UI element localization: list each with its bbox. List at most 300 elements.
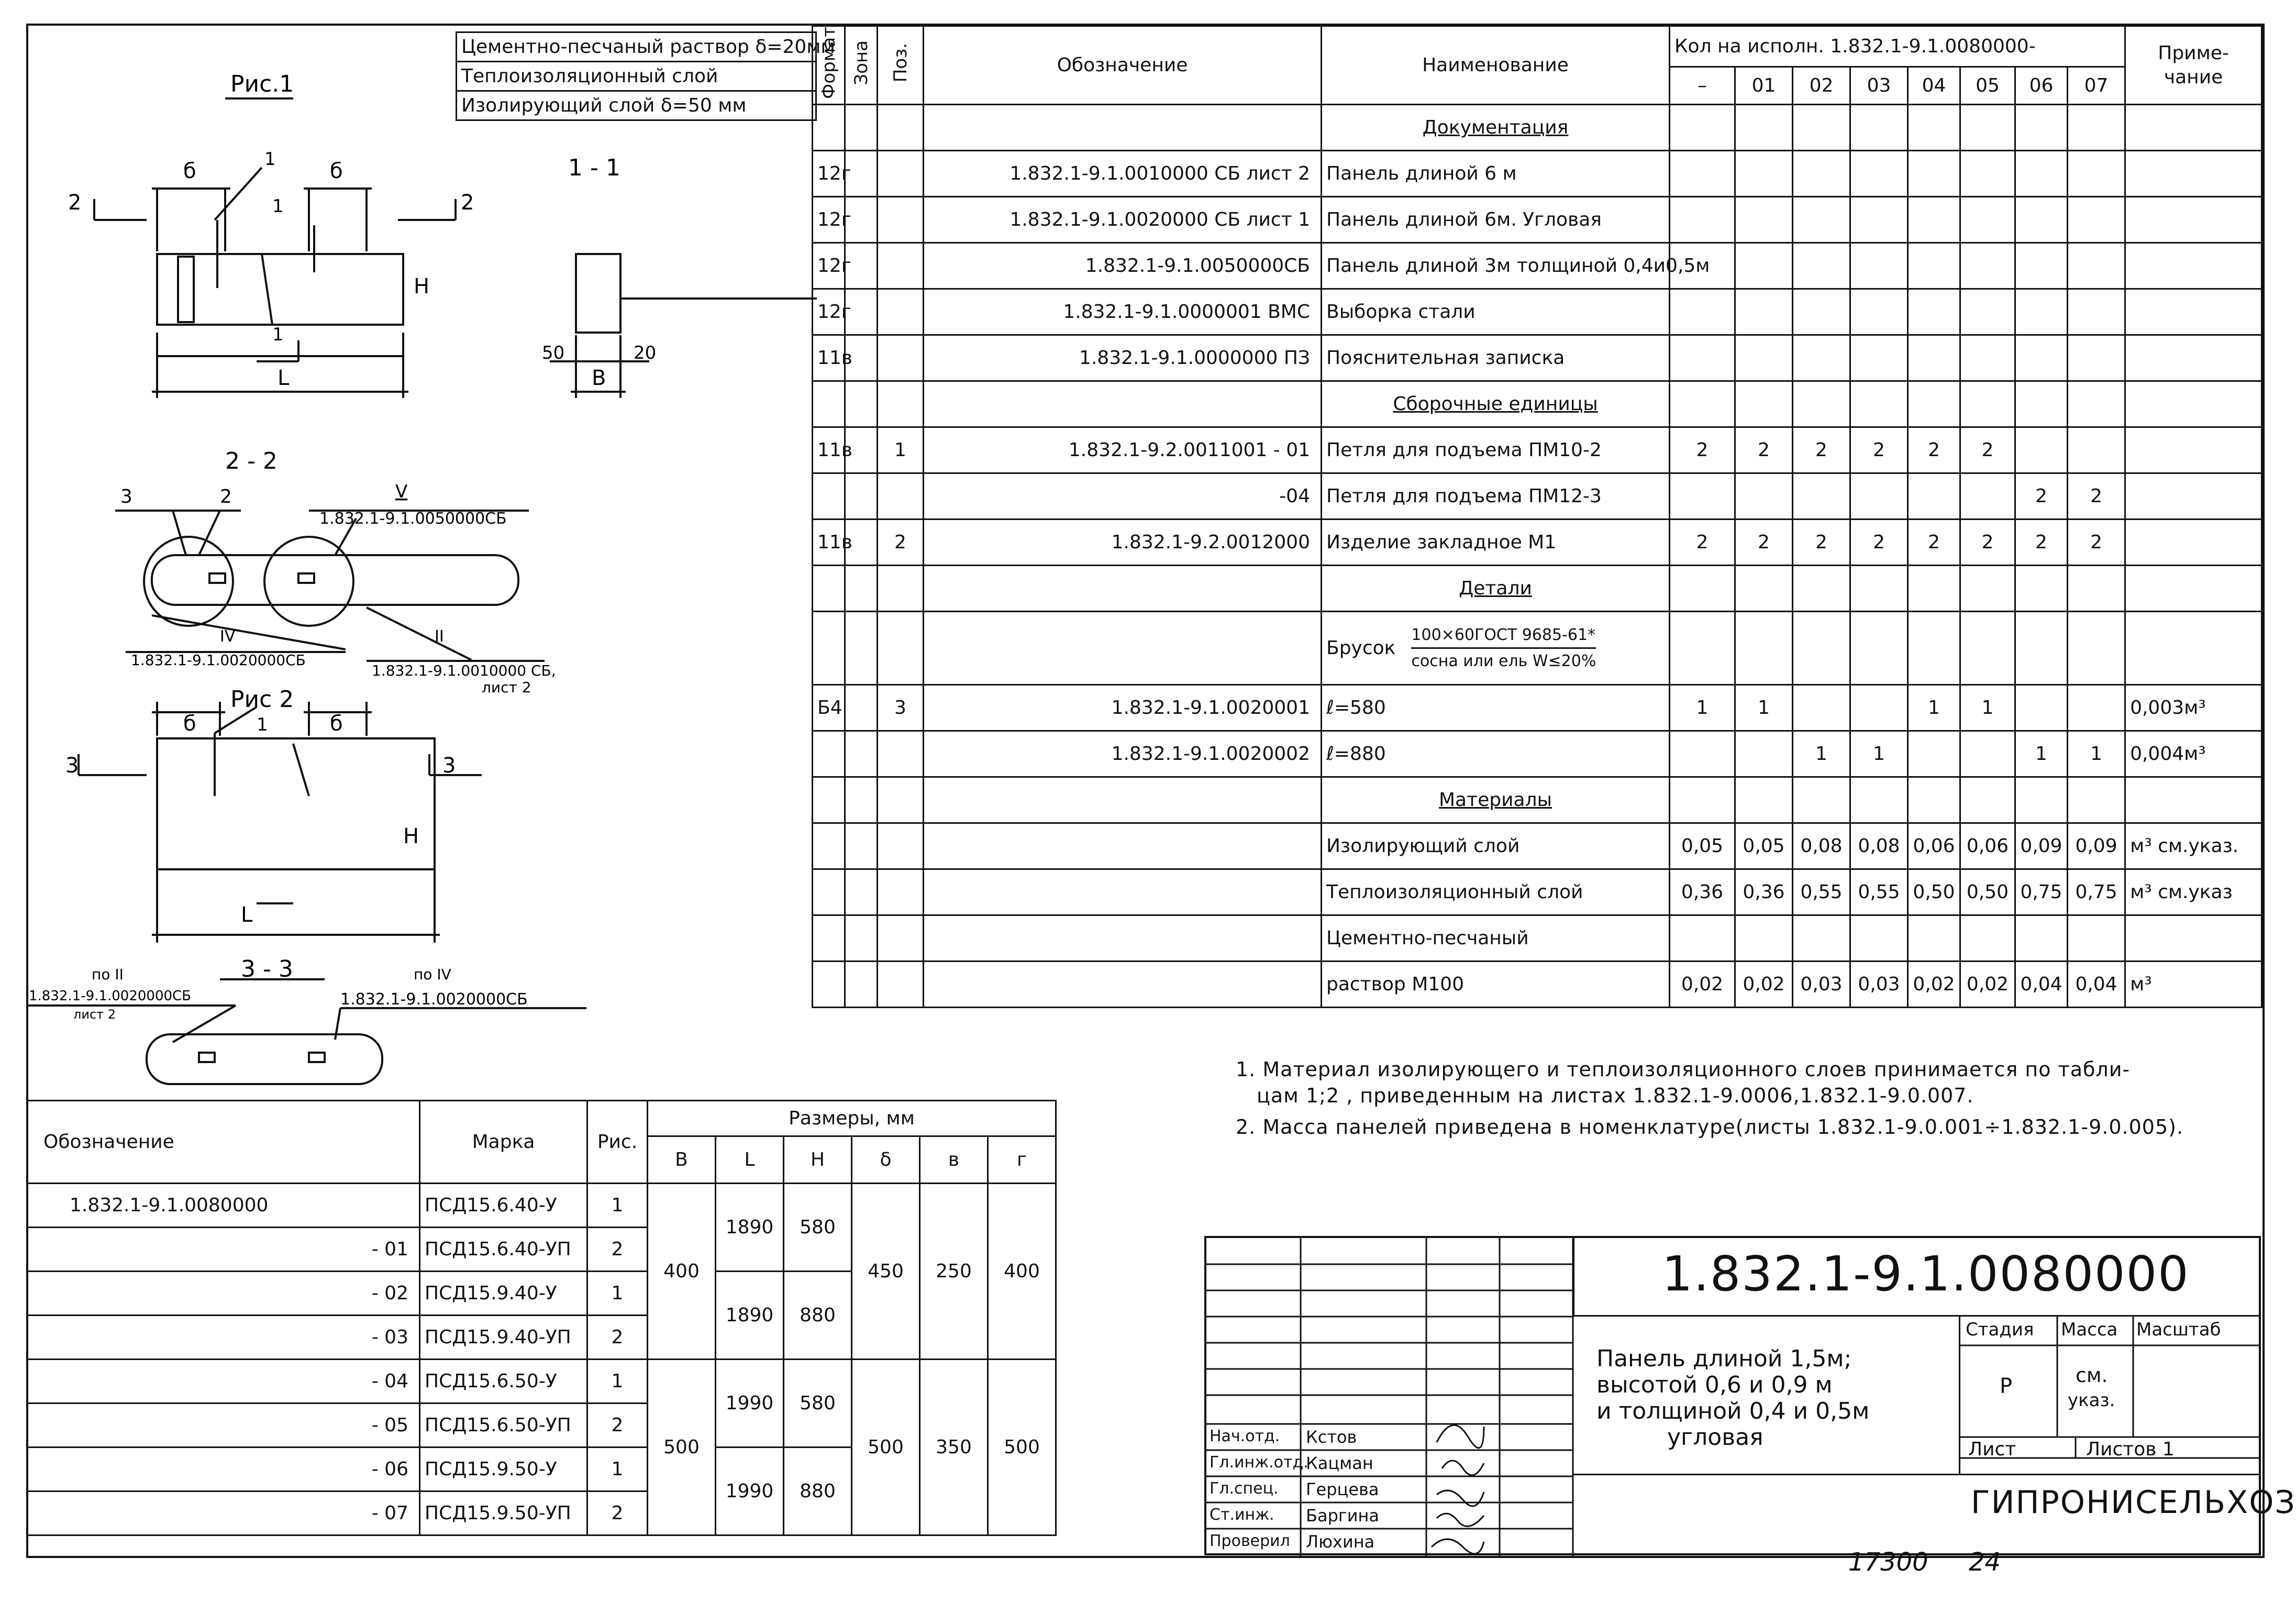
size-col-header: Н (784, 1136, 852, 1184)
pos-cell (878, 243, 924, 289)
signatory-name: Люхина (1306, 1532, 1375, 1552)
qty-cell: 2 (1850, 427, 1908, 473)
title-line-4: угловая (1667, 1424, 1763, 1451)
qty-cell (1850, 335, 1908, 381)
dim-designation: 1.832.1-9.1.0080000 (27, 1184, 420, 1228)
name-cell: Петля для подъема ПМ10-2 (1322, 427, 1670, 473)
callout-ii-ref: 1.832.1-9.1.0010000 СБ, (372, 662, 556, 679)
qty-cell (1670, 289, 1735, 335)
note-cell (2125, 289, 2262, 335)
spec-row (813, 151, 2262, 197)
dim-b: б (330, 159, 343, 183)
dim-delta: б (183, 712, 196, 736)
dim-H: 580 (784, 1360, 852, 1448)
qty-cell (1908, 151, 1960, 197)
qty-cell (1908, 731, 1960, 777)
qty-cell: 2 (2068, 473, 2125, 520)
callout-po-iv-ref: 1.832.1-9.1.0020000СБ (340, 990, 528, 1009)
format-cell: 11в (813, 520, 845, 566)
format-cell: 12г (813, 289, 845, 335)
dim-fig: 2 (587, 1316, 648, 1360)
qty-col-header: 03 (1850, 67, 1908, 105)
dim-g: 500 (988, 1360, 1056, 1535)
note-cell (2125, 151, 2262, 197)
zone-cell (845, 823, 878, 869)
qty-cell (2015, 335, 2068, 381)
zone-cell (845, 915, 878, 962)
dim-B: 500 (648, 1360, 716, 1535)
cut-label-2: 2 (461, 191, 474, 215)
qty-cell (2068, 243, 2125, 289)
mass-value-2: указ. (2068, 1390, 2115, 1411)
qty-cell: 0,08 (1850, 823, 1908, 869)
qty-cell (1793, 151, 1850, 197)
designation-cell: -04 (924, 473, 1322, 520)
fig1-title: Рис.1 (230, 71, 294, 97)
callout-po-ii-sheet: лист 2 (73, 1007, 116, 1022)
header-zone: Зона (850, 40, 872, 85)
designation-cell: 1.832.1-9.1.0050000СБ (924, 243, 1322, 289)
qty-cell: 2 (1793, 427, 1850, 473)
title-block-code: 1.832.1-9.1.0080000 (1662, 1246, 2190, 1302)
qty-cell: 0,03 (1793, 962, 1850, 1008)
qty-cell: 0,05 (1670, 823, 1735, 869)
dim-L: 1890 (716, 1272, 784, 1360)
organization: ГИПРОНИСЕЛЬХОЗ (1971, 1484, 2296, 1521)
qty-cell: 0,03 (1850, 962, 1908, 1008)
format-cell (813, 869, 845, 915)
qty-cell: 0,75 (2068, 869, 2125, 915)
qty-cell (1960, 197, 2015, 243)
dim-g: 400 (988, 1184, 1056, 1360)
footer-page-number: 24 (1969, 1548, 2001, 1577)
header-format: Формат (818, 27, 839, 99)
callout-ii-mark: II (435, 627, 444, 646)
format-cell: 12г (813, 197, 845, 243)
note-line-3: 2. Масса панелей приведена в номенклатуре(листы 1.832.1-9.0.001÷1.832.1-9.0.005). (1236, 1115, 2184, 1139)
qty-cell: 0,04 (2015, 962, 2068, 1008)
stage-header: Стадия (1966, 1319, 2034, 1340)
dim-mark: ПСД15.9.50-У (420, 1448, 587, 1491)
pos-cell (878, 335, 924, 381)
signatory-name: Кстов (1306, 1427, 1357, 1447)
qty-cell (1793, 289, 1850, 335)
spec-row (813, 869, 2262, 915)
name-cell: ℓ=580 (1322, 685, 1670, 731)
qty-cell (1793, 335, 1850, 381)
pos-cell (878, 473, 924, 520)
qty-cell (1735, 731, 1793, 777)
dim-20: 20 (634, 343, 657, 363)
dim-fig: 1 (587, 1184, 648, 1228)
qty-cell (1735, 335, 1793, 381)
qty-cell: 0,02 (1670, 962, 1735, 1008)
name-cell: Цементно-песчаный (1322, 915, 1670, 962)
dim-fig: 1 (587, 1360, 648, 1404)
brusok-spec: 100×60ГОСТ 9685-61* (1411, 626, 1596, 649)
sheet-label: Лист (1968, 1439, 2016, 1460)
spec-row (813, 335, 2262, 381)
title-line-2: высотой 0,6 и 0,9 м (1596, 1372, 1833, 1398)
pos-label-2: 2 (220, 486, 232, 507)
spec-row (813, 197, 2262, 243)
qty-cell (1735, 197, 1793, 243)
dim-H: Н (414, 274, 430, 299)
pos-cell (878, 915, 924, 962)
qty-cell (1960, 731, 2015, 777)
drawings (0, 0, 817, 1089)
layer-label: Изолирующий слой δ=50 мм (457, 91, 816, 120)
brusok-material: сосна или ель W≤20% (1411, 652, 1596, 670)
qty-col-header: 02 (1793, 67, 1850, 105)
qty-cell (1793, 915, 1850, 962)
qty-cell: 0,04 (2068, 962, 2125, 1008)
qty-cell (2068, 335, 2125, 381)
header-pos: Поз. (890, 43, 911, 83)
name-cell: ℓ=880 (1322, 731, 1670, 777)
spec-row (813, 520, 2262, 566)
layer-label: Цементно-песчаный раствор δ=20мм (457, 32, 816, 62)
qty-cell: 2 (1850, 520, 1908, 566)
note-line-2: цам 1;2 , приведенным на листах 1.832.1-9.0006,1.832.1-9.0.007. (1257, 1084, 1974, 1107)
note-cell (2125, 473, 2262, 520)
size-col-header: δ (852, 1136, 920, 1184)
sec22-title: 2 - 2 (225, 448, 278, 474)
format-cell: 12г (813, 151, 845, 197)
qty-cell (1670, 473, 1735, 520)
qty-cell: 0,09 (2068, 823, 2125, 869)
size-col-header: В (648, 1136, 716, 1184)
spec-row (813, 105, 2262, 151)
fig2-title: Рис 2 (230, 686, 294, 713)
layer-label: Теплоизоляционный слой (457, 62, 816, 91)
note-cell: 0,004м³ (2125, 731, 2262, 777)
qty-cell (1735, 289, 1793, 335)
qty-cell: 1 (1670, 685, 1735, 731)
cut-label-2: 2 (68, 191, 82, 215)
qty-cell (2068, 427, 2125, 473)
specification-table (812, 25, 2262, 1008)
dim-b: б (183, 159, 196, 183)
format-cell: 12г (813, 243, 845, 289)
pos-cell (878, 869, 924, 915)
format-cell (813, 915, 845, 962)
qty-cell (1908, 335, 1960, 381)
callout-po-ii-ref: 1.832.1-9.1.0020000СБ (29, 988, 192, 1004)
designation-cell: 1.832.1-9.1.0010000 СБ лист 2 (924, 151, 1322, 197)
qty-cell (1960, 243, 2015, 289)
qty-cell: 0,75 (2015, 869, 2068, 915)
qty-cell (2015, 197, 2068, 243)
mass-value: см. (2076, 1364, 2108, 1387)
qty-cell: 1 (2068, 731, 2125, 777)
dim-header-fig: Рис. (587, 1101, 648, 1184)
qty-col-header: 07 (2068, 67, 2125, 105)
pos-cell: 3 (878, 685, 924, 731)
signatory-role: Гл.инж.отд. (1210, 1453, 1308, 1472)
stage-value: Р (2000, 1374, 2013, 1398)
qty-cell (1670, 335, 1735, 381)
spec-row (813, 289, 2262, 335)
name-cell: Панель длиной 3м толщиной 0,4и0,5м (1322, 243, 1670, 289)
qty-cell: 2 (1735, 427, 1793, 473)
note-cell: м³ см.указ (2125, 869, 2262, 915)
qty-cell: 0,09 (2015, 823, 2068, 869)
qty-cell (2068, 151, 2125, 197)
qty-cell: 2 (1908, 520, 1960, 566)
qty-cell (1850, 289, 1908, 335)
qty-cell: 2 (1908, 427, 1960, 473)
designation-cell: 1.832.1-9.1.0020001 (924, 685, 1322, 731)
name-cell: Пояснительная записка (1322, 335, 1670, 381)
qty-cell (1735, 915, 1793, 962)
qty-cell (1850, 915, 1908, 962)
qty-cell: 2 (1960, 520, 2015, 566)
note-cell: 0,003м³ (2125, 685, 2262, 731)
qty-cell (1960, 335, 2015, 381)
note-cell (2125, 915, 2262, 962)
dim-mark: ПСД15.6.50-УП (420, 1404, 587, 1448)
note-cell: м³ (2125, 962, 2262, 1008)
callout-po-iv: по IV (414, 966, 451, 983)
dim-fig: 2 (587, 1491, 648, 1535)
pos-cell (878, 289, 924, 335)
qty-cell (2068, 197, 2125, 243)
dim-delta: 500 (852, 1360, 920, 1535)
dim-designation: - 04 (27, 1360, 420, 1404)
qty-cell (2068, 915, 2125, 962)
callout-v-ref: 1.832.1-9.1.0050000СБ (319, 510, 507, 528)
dim-designation: - 06 (27, 1448, 420, 1491)
dim-mark: ПСД15.9.50-УП (420, 1491, 587, 1535)
qty-cell (1850, 473, 1908, 520)
scale-header: Масштаб (2136, 1319, 2221, 1340)
name-cell: Теплоизоляционный слой (1322, 869, 1670, 915)
qty-cell: 2 (2068, 520, 2125, 566)
spec-row (813, 685, 2262, 731)
dim-L: 1990 (716, 1448, 784, 1535)
qty-cell: 0,55 (1850, 869, 1908, 915)
designation-cell: 1.832.1-9.1.0020000 СБ лист 1 (924, 197, 1322, 243)
dim-H: 880 (784, 1272, 852, 1360)
sheets-label: Листов 1 (2086, 1439, 2175, 1460)
spec-row (813, 566, 2262, 612)
spec-row (813, 962, 2262, 1008)
spec-row (813, 243, 2262, 289)
dim-row (27, 1184, 1056, 1228)
callout-po-ii: по II (92, 966, 124, 983)
dim-designation: - 01 (27, 1228, 420, 1272)
dim-fig: 2 (587, 1404, 648, 1448)
qty-col-header: 06 (2015, 67, 2068, 105)
brusok-cell (1322, 612, 1670, 685)
dim-H: Н (403, 824, 419, 848)
brusok-label: Брусок (1326, 637, 1396, 659)
dim-50: 50 (542, 343, 565, 363)
signatory-name: Баргина (1306, 1506, 1380, 1526)
qty-cell (1908, 243, 1960, 289)
title-block (1204, 1236, 2296, 1555)
title-line-3: и толщиной 0,4 и 0,5м (1596, 1398, 1870, 1424)
cut-label-3: 3 (442, 754, 456, 778)
pos-label-1: 1 (272, 196, 284, 217)
dim-B: В (592, 366, 606, 390)
callout-v-mark: V (395, 481, 408, 502)
qty-cell: 0,02 (1960, 962, 2015, 1008)
designation-cell (924, 869, 1322, 915)
designation-cell (924, 962, 1322, 1008)
qty-cell (2015, 243, 2068, 289)
note-cell (2125, 335, 2262, 381)
pos-cell: 2 (878, 520, 924, 566)
qty-cell (1960, 289, 2015, 335)
dim-H: 580 (784, 1184, 852, 1272)
qty-cell: 2 (2015, 473, 2068, 520)
section-heading: Детали (1322, 566, 1670, 612)
qty-col-header: 04 (1908, 67, 1960, 105)
mass-header: Масса (2061, 1319, 2118, 1340)
qty-cell (1670, 151, 1735, 197)
note-cell (2125, 427, 2262, 473)
qty-cell: 1 (1850, 731, 1908, 777)
spec-row (813, 731, 2262, 777)
qty-cell: 2 (1670, 427, 1735, 473)
qty-cell (1850, 685, 1908, 731)
signatory-name: Кацман (1306, 1453, 1373, 1473)
spec-row (813, 427, 2262, 473)
name-cell: Панель длиной 6 м (1322, 151, 1670, 197)
note-cell (2125, 520, 2262, 566)
signatory-role: Нач.отд. (1210, 1427, 1280, 1445)
qty-col-header: 05 (1960, 67, 2015, 105)
section-heading: Документация (1322, 105, 1670, 151)
qty-col-header: – (1670, 67, 1735, 105)
spec-row (813, 777, 2262, 823)
qty-cell (2015, 427, 2068, 473)
format-cell: 11в (813, 427, 845, 473)
qty-cell (1850, 151, 1908, 197)
name-cell: Изолирующий слой (1322, 823, 1670, 869)
dim-v: 250 (920, 1184, 988, 1360)
name-cell: Изделие закладное М1 (1322, 520, 1670, 566)
qty-cell: 0,06 (1960, 823, 2015, 869)
dim-fig: 1 (587, 1272, 648, 1316)
qty-cell: 0,50 (1908, 869, 1960, 915)
zone-cell (845, 731, 878, 777)
qty-cell (1960, 915, 2015, 962)
qty-cell: 0,55 (1793, 869, 1850, 915)
note-cell (2125, 197, 2262, 243)
qty-cell (1908, 289, 1960, 335)
qty-cell: 2 (1670, 520, 1735, 566)
qty-cell (1850, 197, 1908, 243)
section-heading: Материалы (1322, 777, 1670, 823)
qty-cell (1793, 243, 1850, 289)
format-cell (813, 731, 845, 777)
dim-designation: - 03 (27, 1316, 420, 1360)
pos-cell (878, 151, 924, 197)
format-cell (813, 473, 845, 520)
signatory-role: Ст.инж. (1210, 1506, 1274, 1524)
designation-cell: 1.832.1-9.1.0000001 ВМС (924, 289, 1322, 335)
qty-cell: 2 (1735, 520, 1793, 566)
qty-cell (1793, 685, 1850, 731)
name-cell: Панель длиной 6м. Угловая (1322, 197, 1670, 243)
format-cell: 11в (813, 335, 845, 381)
format-cell (813, 962, 845, 1008)
qty-cell (1735, 473, 1793, 520)
zone-cell (845, 473, 878, 520)
dim-mark: ПСД15.9.40-УП (420, 1316, 587, 1360)
qty-cell: 1 (1735, 685, 1793, 731)
spec-row (813, 823, 2262, 869)
name-cell: раствор М100 (1322, 962, 1670, 1008)
designation-cell: 1.832.1-9.1.0000000 ПЗ (924, 335, 1322, 381)
sec33-title: 3 - 3 (241, 956, 293, 982)
size-col-header: L (716, 1136, 784, 1184)
qty-cell (2015, 289, 2068, 335)
qty-cell: 2 (2015, 520, 2068, 566)
qty-cell (1670, 915, 1735, 962)
callout-iv-ref: 1.832.1-9.1.0020000СБ (131, 651, 306, 669)
zone-cell (845, 685, 878, 731)
qty-cell: 0,36 (1670, 869, 1735, 915)
qty-cell (1960, 473, 2015, 520)
qty-cell: 1 (1793, 731, 1850, 777)
dim-L: L (278, 366, 290, 390)
dim-delta: 450 (852, 1184, 920, 1360)
dim-header-mark: Марка (420, 1101, 587, 1184)
pos-cell (878, 962, 924, 1008)
header-designation: Обозначение (924, 26, 1322, 105)
qty-cell: 0,06 (1908, 823, 1960, 869)
qty-cell: 0,02 (1735, 962, 1793, 1008)
spec-row (813, 915, 2262, 962)
dim-designation: - 07 (27, 1491, 420, 1535)
qty-cell: 0,36 (1735, 869, 1793, 915)
pos-label-3: 3 (120, 486, 132, 507)
qty-cell (1908, 473, 1960, 520)
signatory-role: Гл.спец. (1210, 1479, 1279, 1498)
qty-cell (1908, 197, 1960, 243)
qty-cell: 2 (1960, 427, 2015, 473)
dim-L: L (241, 903, 253, 927)
dim-row (27, 1360, 1056, 1404)
spec-row (813, 612, 2262, 685)
qty-cell: 0,05 (1735, 823, 1793, 869)
qty-cell (1735, 243, 1793, 289)
dim-L: 1990 (716, 1360, 784, 1448)
footer-inventory-number: 17300 (1848, 1548, 1928, 1577)
dim-delta: б (330, 712, 343, 736)
signatory-role: Проверил (1210, 1532, 1290, 1550)
dim-designation: - 02 (27, 1272, 420, 1316)
designation-cell (924, 915, 1322, 962)
dim-fig: 1 (587, 1448, 648, 1491)
designation-cell (924, 823, 1322, 869)
sec11-title: 1 - 1 (568, 154, 620, 181)
dimensions-table (26, 1100, 1057, 1536)
title-line-1: Панель длиной 1,5м; (1596, 1345, 1852, 1372)
dim-header-designation: Обозначение (27, 1101, 420, 1184)
spec-row (813, 381, 2262, 427)
name-cell: Петля для подъема ПМ12-3 (1322, 473, 1670, 520)
qty-cell: 1 (1960, 685, 2015, 731)
qty-cell (1670, 197, 1735, 243)
qty-cell (2068, 289, 2125, 335)
designation-cell: 1.832.1-9.2.0012000 (924, 520, 1322, 566)
callout-iv-mark: IV (220, 627, 236, 646)
